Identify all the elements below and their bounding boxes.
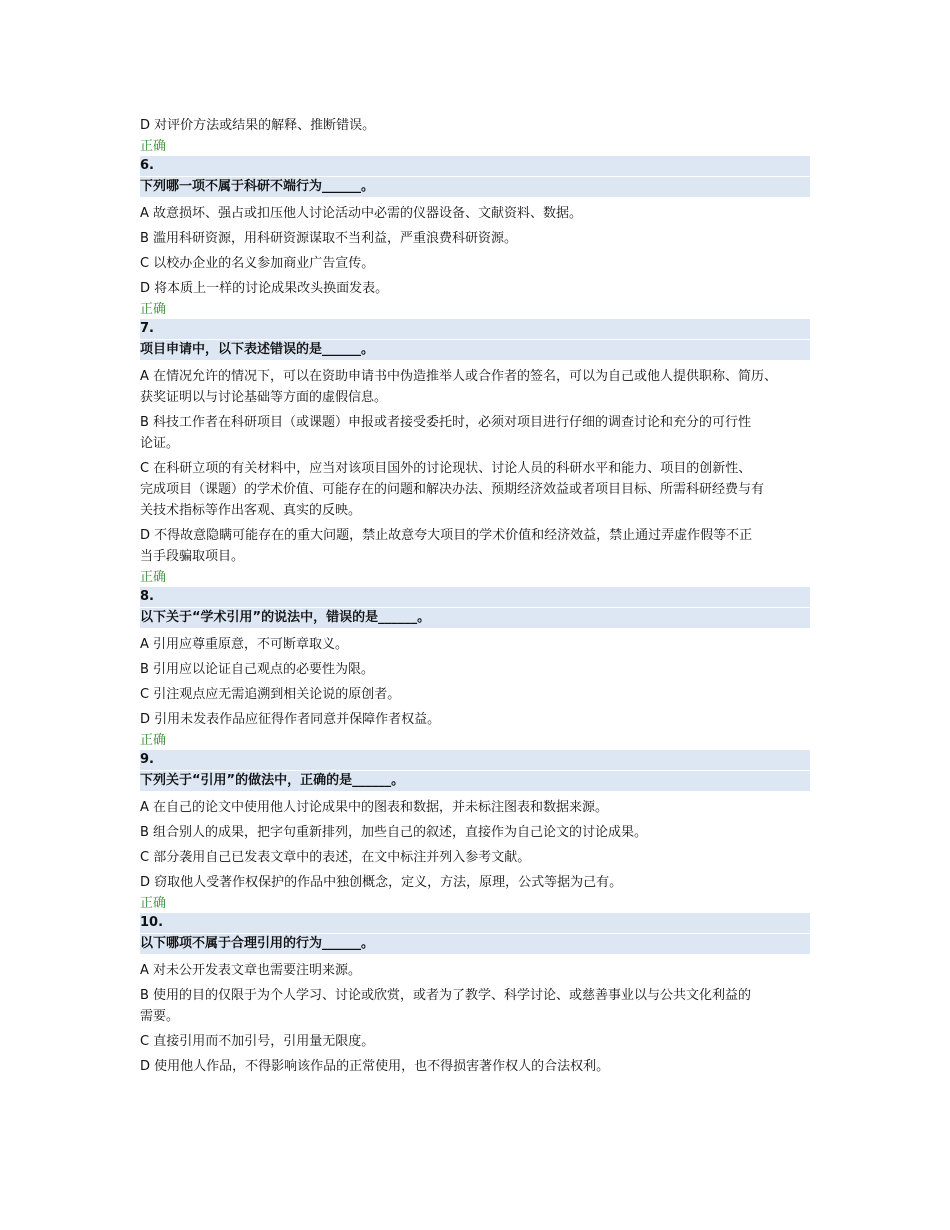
question-block <box>140 587 830 749</box>
question-header <box>140 156 810 197</box>
quiz-content <box>140 115 830 1081</box>
answer-option: C 部分袭用自己已发表文章中的表述，在文中标注并列入参考文献。 <box>140 850 531 865</box>
question-header <box>140 319 810 360</box>
answer-option: A 在自己的论文中使用他人讨论成果中的图表和数据，并未标注图表和数据来源。 <box>140 800 609 815</box>
answer-status: 正确 <box>140 570 167 585</box>
question-number: 7. <box>140 319 810 340</box>
question-text: 以下关于“学术引用”的说法中，错误的是______。 <box>140 610 431 625</box>
answer-option: D 使用他人作品，不得影响该作品的正常使用，也不得损害著作权人的合法权利。 <box>140 1059 610 1074</box>
answer-option: D 不得故意隐瞒可能存在的重大问题，禁止故意夸大项目的学术价值和经济效益，禁止通过弄虚作假等不正 当手段骗取项目。 <box>140 528 753 564</box>
answer-option: A 在情况允许的情况下，可以在资助申请书中伪造推举人或合作者的签名，可以为自己或他人提供职称、简历、 获奖证明以与讨论基础等方面的虚假信息。 <box>140 369 778 405</box>
answer-option: A 对未公开发表文章也需要注明来源。 <box>140 963 362 978</box>
question-text: 下列关于“引用”的做法中，正确的是______。 <box>140 773 405 788</box>
question-number: 9. <box>140 750 810 771</box>
question-text: 下列哪一项不属于科研不端行为______。 <box>140 179 375 194</box>
question-text: 项目申请中，以下表述错误的是______。 <box>140 342 375 357</box>
question-text: 以下哪项不属于合理引用的行为______。 <box>140 936 375 951</box>
answer-option: B 使用的目的仅限于为个人学习、讨论或欣赏，或者为了教学、科学讨论、或慈善事业以与公共文化利益的 需要。 <box>140 988 752 1024</box>
question-header <box>140 750 810 791</box>
answer-status: 正确 <box>140 733 167 748</box>
answer-option: B 组合别人的成果，把字句重新排列，加些自己的叙述，直接作为自己论文的讨论成果。 <box>140 825 648 840</box>
answer-option: A 引用应尊重原意，不可断章取义。 <box>140 637 349 652</box>
answer-option: B 科技工作者在科研项目（或课题）申报或者接受委托时，必须对项目进行仔细的调查讨论和充分的可行性 论证。 <box>140 415 752 451</box>
answer-status: 正确 <box>140 139 167 154</box>
answer-option: D 引用未发表作品应征得作者同意并保障作者权益。 <box>140 712 441 727</box>
question-block <box>140 319 830 586</box>
question-header <box>140 587 810 628</box>
question-number: 10. <box>140 913 810 934</box>
answer-option: C 引注观点应无需追溯到相关论说的原创者。 <box>140 687 401 702</box>
answer-option: C 直接引用而不加引号，引用量无限度。 <box>140 1034 375 1049</box>
question-block <box>140 156 830 318</box>
question-list <box>140 156 830 1077</box>
previous-question-option-d: D 对评价方法或结果的解释、推断错误。 <box>140 118 376 133</box>
answer-option: D 将本质上一样的讨论成果改头换面发表。 <box>140 281 389 296</box>
answer-option: A 故意损坏、强占或扣压他人讨论活动中必需的仪器设备、文献资料、数据。 <box>140 206 583 221</box>
question-number: 6. <box>140 156 810 177</box>
question-number: 8. <box>140 587 810 608</box>
answer-option: C 在科研立项的有关材料中，应当对该项目国外的讨论现状、讨论人员的科研水平和能力、项目的创新性、 完成项目（课题）的学术价值、可能存在的问题和解决办法、预期经济效益或者项目目标、所需科研经费与有 关技术指标等作出客观、真实的反映。 <box>140 461 765 518</box>
answer-status: 正确 <box>140 896 167 911</box>
question-header <box>140 913 810 954</box>
answer-option: B 引用应以论证自己观点的必要性为限。 <box>140 662 375 677</box>
answer-option: C 以校办企业的名义参加商业广告宣传。 <box>140 256 375 271</box>
answer-option: D 窃取他人受著作权保护的作品中独创概念，定义，方法，原理，公式等据为己有。 <box>140 875 623 890</box>
answer-option: B 滥用科研资源，用科研资源谋取不当利益，严重浪费科研资源。 <box>140 231 518 246</box>
question-block <box>140 750 830 912</box>
question-block <box>140 913 830 1077</box>
answer-status: 正确 <box>140 302 167 317</box>
